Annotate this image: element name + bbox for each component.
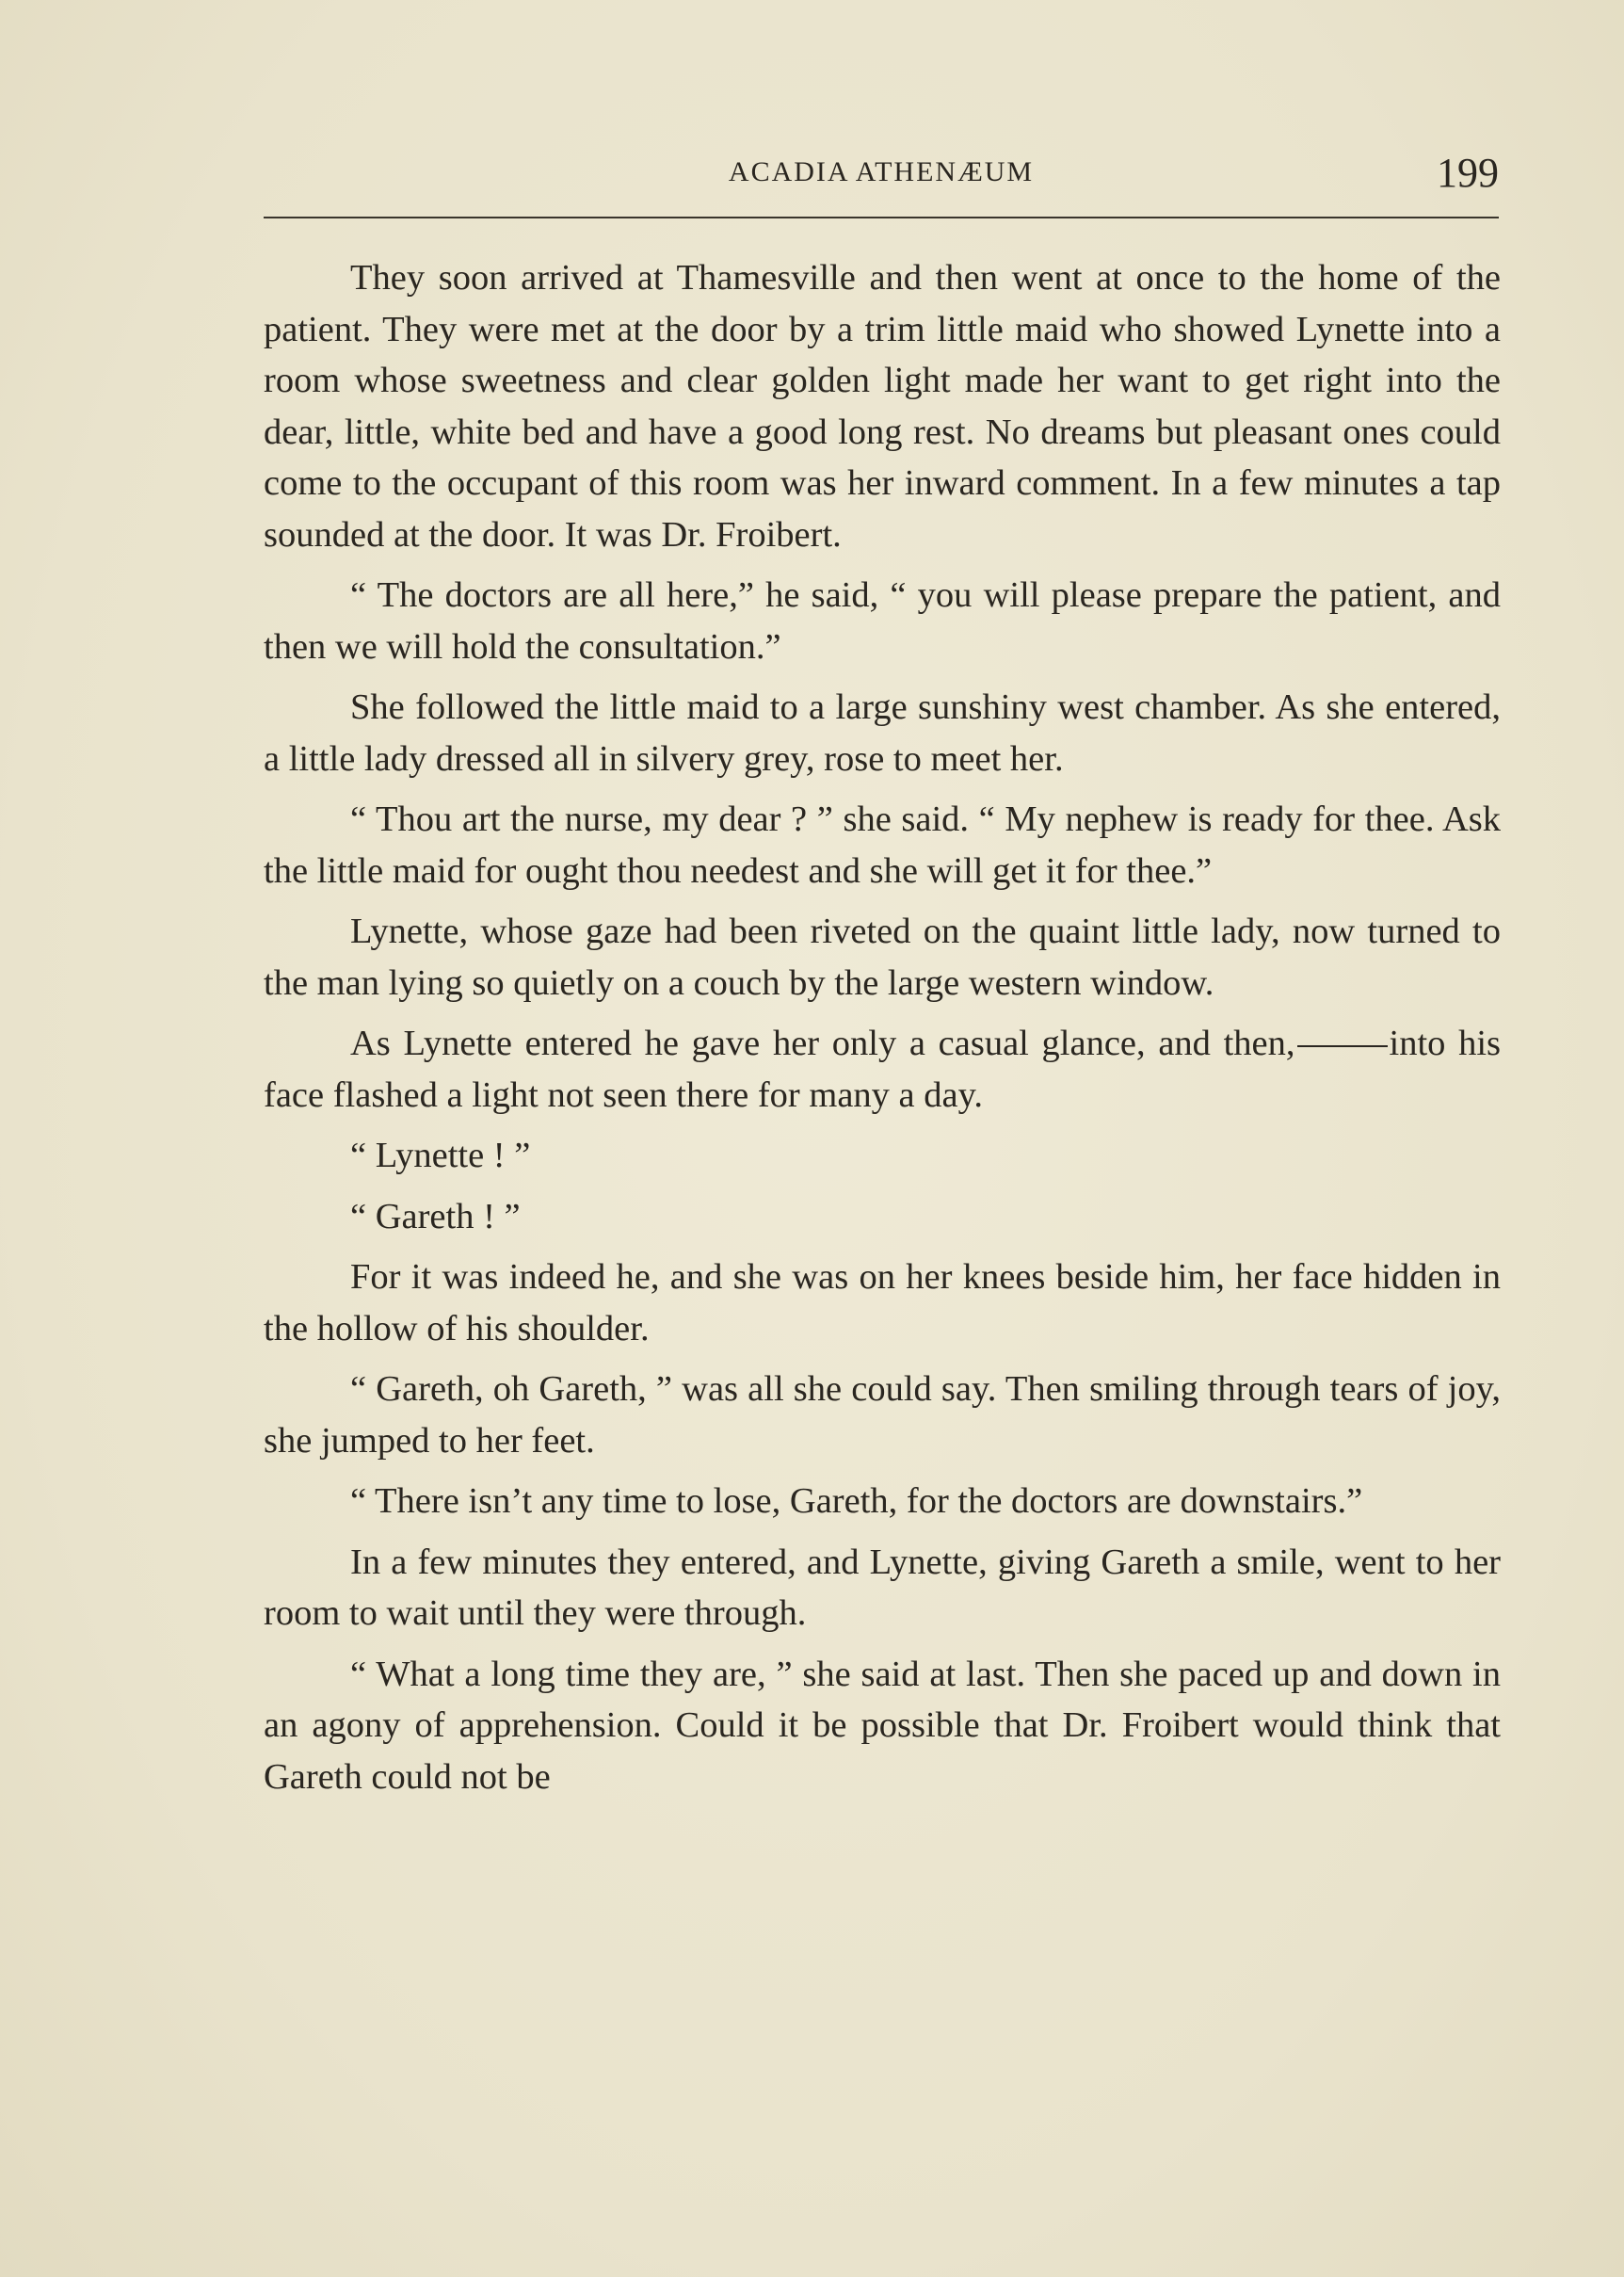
page-number: 199 [1437,150,1499,196]
dash-paragraph-start: As Lynette entered he gave her only a casual glance, and then, [350,1024,1295,1063]
paragraph: “ What a long time they are, ” she said at last. Then she paced up and down in an agony of apprehension. Could it be possible that Dr. Froibert would think that Gareth could not be [264,1654,1501,1797]
paragraph: Lynette, whose gaze had been riveted on the quaint little lady, now turned to the man lying so quietly on a couch by the large western window. [264,912,1501,1003]
paragraph: “ Gareth, oh Gareth, ” was all she could say. Then smiling through tears of joy, she jumped to her feet. [264,1369,1501,1461]
paragraph: She followed the little maid to a large sunshiny west chamber. As she entered, a little lady dressed all in silvery grey, rose to meet her. [264,687,1501,779]
paragraph: “ Gareth ! ” [350,1196,521,1236]
header-rule [264,217,1499,218]
body-text [264,252,1501,1812]
paragraph: “ Thou art the nurse, my dear ? ” she said. “ My nephew is ready for thee. Ask the little maid for ought thou needest and she will get it for thee.” [264,799,1501,891]
running-title: ACADIA ATHENÆUM [728,156,1035,187]
paragraph: “ There isn’t any time to lose, Gareth, for the doctors are downstairs.” [350,1481,1363,1521]
paragraph: In a few minutes they entered, and Lynette, giving Gareth a smile, went to her room to wait until they were through. [264,1542,1501,1633]
paragraph: For it was indeed he, and she was on her knees beside him, her face hidden in the hollow of his shoulder. [264,1257,1501,1348]
paragraph: “ Lynette ! ” [350,1136,531,1175]
paragraph: They soon arrived at Thamesville and then went at once to the home of the patient. They were met at the door by a trim little maid who showed Lynette into a room whose sweetness and clear golden light made her want to get right into the dear, little, white bed and have a good long rest. No dreams but pleasant ones could come to the occupant of this room was her inward comment. In a few minutes a tap sounded at the door. It was Dr. Froibert. [264,258,1501,555]
paragraph: “ The doctors are all here,” he said, “ you will please prepare the patient, and then we will hold the consultation.” [264,575,1501,667]
paragraph-with-dash [264,1018,1501,1121]
page-header [264,149,1499,205]
dash-paragraph-end: into his face flashed a light not seen there for many a day. [264,1024,1502,1115]
em-dash-rule [1297,1045,1388,1047]
